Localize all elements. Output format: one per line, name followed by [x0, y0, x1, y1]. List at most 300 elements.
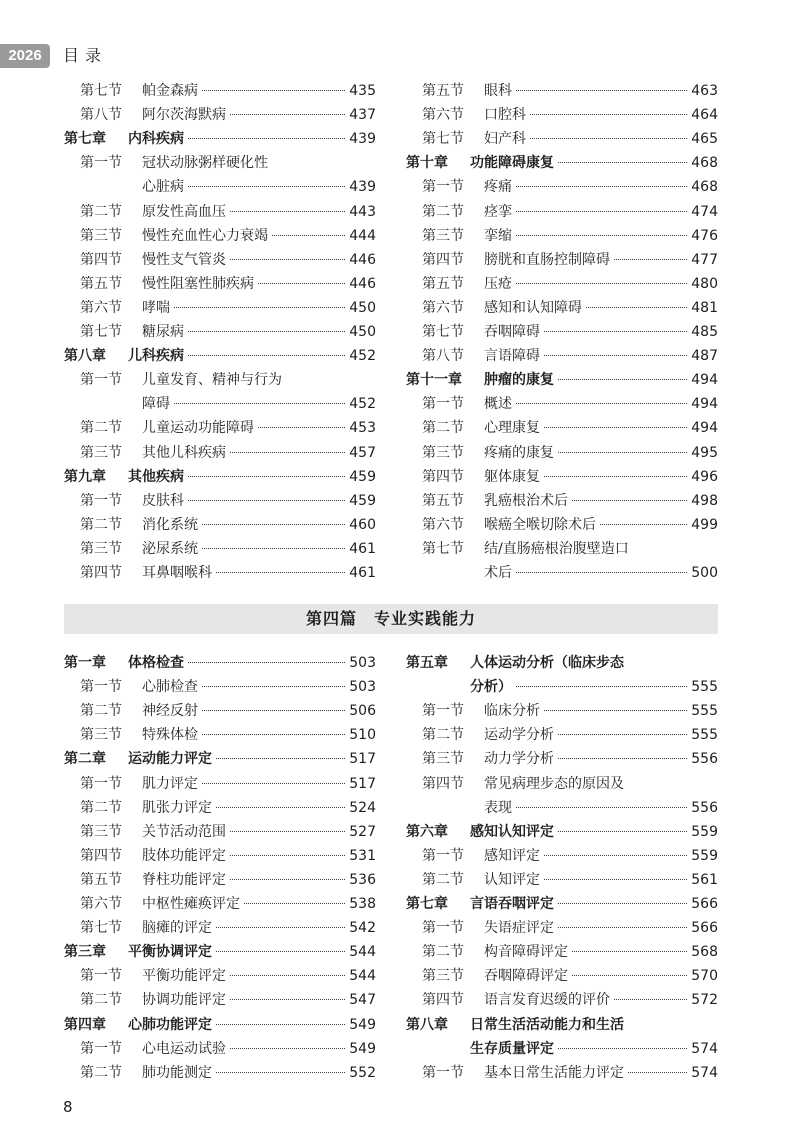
- entry-label: 第一节: [422, 1064, 464, 1081]
- entry-title: 人体运动分析（临床步态: [470, 655, 624, 671]
- entry-label: 第一节: [80, 775, 122, 792]
- entry-title: 语言发育迟缓的评价: [484, 992, 610, 1009]
- entry-page-number: 531: [349, 847, 376, 864]
- entry-label: 第一节: [422, 703, 464, 720]
- entry-title: 慢性阻塞性肺疾病: [142, 275, 254, 292]
- leader-dots: [216, 572, 345, 573]
- leader-dots: [188, 355, 345, 356]
- toc-chapter-entry[interactable]: [406, 151, 718, 175]
- entry-label: 第一章: [64, 655, 106, 671]
- entry-label: 第一节: [80, 968, 122, 985]
- toc-section-entry[interactable]: [406, 79, 718, 103]
- leader-dots: [544, 855, 687, 856]
- entry-label: 第二章: [64, 751, 106, 768]
- leader-dots: [188, 662, 345, 663]
- toc-section-entry[interactable]: [64, 320, 376, 344]
- entry-page-number: 556: [691, 799, 718, 816]
- leader-dots: [544, 879, 687, 880]
- entry-page-number: 506: [349, 703, 376, 720]
- entry-page-number: 446: [349, 275, 376, 292]
- entry-label: 第七节: [80, 83, 122, 99]
- toc-section-entry[interactable]: [406, 224, 718, 248]
- entry-title: 常见病理步态的原因及: [484, 775, 624, 792]
- entry-page-number: 498: [691, 492, 718, 509]
- leader-dots: [216, 951, 345, 952]
- entry-page-number: 461: [349, 565, 376, 581]
- toc-chapter-entry[interactable]: [406, 892, 718, 916]
- entry-label: 第二节: [422, 420, 464, 437]
- entry-label: 第五节: [80, 871, 122, 888]
- entry-label: 第四节: [80, 251, 122, 268]
- entry-label: 第五章: [406, 655, 448, 671]
- entry-page-number: 452: [349, 396, 376, 413]
- entry-title: 脊柱功能评定: [142, 871, 226, 888]
- entry-label: 第二节: [80, 799, 122, 816]
- toc-section-entry[interactable]: [64, 1037, 376, 1061]
- entry-title: 眼科: [484, 83, 512, 99]
- toc-section-entry[interactable]: [406, 723, 718, 747]
- entry-page-number: 574: [691, 1040, 718, 1057]
- page-number: 8: [63, 1098, 73, 1116]
- toc-section-entry[interactable]: [406, 772, 718, 796]
- toc-section-entry[interactable]: [64, 1061, 376, 1085]
- entry-label: 第二节: [80, 203, 122, 220]
- entry-page-number: 443: [349, 203, 376, 220]
- entry-title: 肌力评定: [142, 775, 198, 792]
- entry-title: 运动学分析: [484, 727, 554, 744]
- entry-page-number: 570: [691, 968, 718, 985]
- leader-dots: [230, 452, 345, 453]
- toc-section-entry[interactable]: [64, 441, 376, 465]
- toc-section-entry[interactable]: [406, 272, 718, 296]
- entry-label: 第四章: [64, 1016, 106, 1033]
- leader-dots: [230, 114, 345, 115]
- entry-title: 哮喘: [142, 299, 170, 316]
- part-banner: 第四篇 专业实践能力: [64, 604, 718, 634]
- toc-section-entry[interactable]: [406, 988, 718, 1012]
- entry-title: 肺功能测定: [142, 1064, 212, 1081]
- entry-page-number: 487: [691, 348, 718, 365]
- leader-dots: [216, 807, 345, 808]
- entry-label: 第六节: [80, 896, 122, 912]
- entry-title: 体格检查: [128, 655, 184, 671]
- entry-title: 口腔科: [484, 107, 526, 124]
- toc-section-entry[interactable]: [406, 844, 718, 868]
- entry-title: 疼痛: [484, 179, 512, 196]
- entry-title: 言语吞咽评定: [470, 896, 554, 912]
- toc-section-entry[interactable]: [64, 892, 376, 916]
- entry-page-number: 457: [349, 444, 376, 461]
- toc-section-entry[interactable]: [406, 200, 718, 224]
- entry-label: 第八节: [80, 107, 122, 124]
- entry-title: 其他疾病: [128, 468, 184, 485]
- entry-title: 运动能力评定: [128, 751, 212, 768]
- entry-label: 第三节: [80, 823, 122, 840]
- leader-dots: [628, 1072, 687, 1073]
- entry-page-number: 468: [691, 155, 718, 172]
- entry-title: 膀胱和直肠控制障碍: [484, 251, 610, 268]
- entry-page-number: 485: [691, 324, 718, 340]
- toc-section-entry[interactable]: [406, 344, 718, 368]
- leader-dots: [230, 1048, 345, 1049]
- entry-title: 神经反射: [142, 703, 198, 720]
- toc-section-entry[interactable]: [64, 368, 376, 392]
- entry-page-number: 474: [691, 203, 718, 220]
- toc-section-entry[interactable]: [406, 489, 718, 513]
- toc-section-entry[interactable]: [64, 151, 376, 175]
- entry-label: 第四节: [422, 992, 464, 1009]
- leader-dots: [558, 927, 687, 928]
- leader-dots: [174, 307, 345, 308]
- entry-page-number: 549: [349, 1040, 376, 1057]
- leader-dots: [516, 235, 687, 236]
- toc-section-entry[interactable]: [406, 320, 718, 344]
- toc-section-entry[interactable]: [64, 820, 376, 844]
- toc-section-entry[interactable]: [406, 868, 718, 892]
- toc-section-entry[interactable]: [406, 296, 718, 320]
- toc-section-entry[interactable]: [406, 796, 718, 820]
- entry-label: 第一节: [80, 679, 122, 696]
- entry-label: 第七节: [80, 324, 122, 340]
- toc-section-entry[interactable]: [64, 723, 376, 747]
- toc-chapter-entry[interactable]: [406, 675, 718, 699]
- entry-title: 心肺功能评定: [128, 1016, 212, 1033]
- entry-page-number: 435: [349, 83, 376, 99]
- entry-title: 其他儿科疾病: [142, 444, 226, 461]
- entry-title: 概述: [484, 396, 512, 413]
- entry-title: 压疮: [484, 275, 512, 292]
- leader-dots: [586, 307, 687, 308]
- toc-section-entry[interactable]: [406, 416, 718, 440]
- entry-page-number: 559: [691, 823, 718, 840]
- entry-page-number: 524: [349, 799, 376, 816]
- entry-page-number: 444: [349, 227, 376, 244]
- entry-page-number: 510: [349, 727, 376, 744]
- toc-section-entry[interactable]: [406, 103, 718, 127]
- entry-title: 儿童发育、精神与行为: [142, 372, 282, 389]
- entry-page-number: 480: [691, 275, 718, 292]
- toc-section-entry[interactable]: [64, 964, 376, 988]
- leader-dots: [558, 379, 687, 380]
- leader-dots: [230, 975, 345, 976]
- entry-title: 构音障碍评定: [484, 944, 568, 961]
- leader-dots: [188, 138, 345, 139]
- entry-label: 第二节: [80, 420, 122, 437]
- leader-dots: [516, 686, 687, 687]
- entry-title: 肿瘤的康复: [484, 372, 554, 389]
- toc-section-entry[interactable]: [64, 844, 376, 868]
- entry-page-number: 566: [691, 920, 718, 937]
- toc-section-entry[interactable]: [406, 964, 718, 988]
- entry-label: 第四节: [80, 565, 122, 581]
- toc-section-entry[interactable]: [64, 561, 376, 585]
- toc-section-entry[interactable]: [406, 699, 718, 723]
- entry-page-number: 459: [349, 492, 376, 509]
- entry-title: 疼痛的康复: [484, 444, 554, 461]
- entry-page-number: 552: [349, 1064, 376, 1081]
- toc-chapter-entry[interactable]: [64, 465, 376, 489]
- entry-page-number: 477: [691, 251, 718, 268]
- leader-dots: [544, 427, 687, 428]
- leader-dots: [516, 90, 687, 91]
- entry-label: 第八节: [422, 348, 464, 365]
- entry-label: 第一节: [80, 492, 122, 509]
- entry-title: 临床分析: [484, 703, 540, 720]
- toc-chapter-entry[interactable]: [64, 1013, 376, 1037]
- toc-section-entry[interactable]: [64, 988, 376, 1012]
- entry-page-number: 574: [691, 1064, 718, 1081]
- entry-page-number: 549: [349, 1016, 376, 1033]
- leader-dots: [572, 975, 687, 976]
- toc-chapter-entry[interactable]: [406, 651, 718, 675]
- entry-page-number: 461: [349, 540, 376, 557]
- entry-page-number: 439: [349, 179, 376, 196]
- leader-dots: [202, 734, 345, 735]
- entry-title: 吞咽障碍评定: [484, 968, 568, 985]
- toc-section-entry[interactable]: [406, 392, 718, 416]
- entry-page-number: 555: [691, 703, 718, 720]
- leader-dots: [216, 927, 345, 928]
- toc-section-entry[interactable]: [64, 175, 376, 199]
- entry-label: 第二节: [422, 203, 464, 220]
- entry-label: 第六章: [406, 823, 448, 840]
- entry-title: 冠状动脉粥样硬化性: [142, 155, 268, 172]
- leader-dots: [600, 524, 687, 525]
- entry-label: 第三节: [422, 227, 464, 244]
- entry-title: 中枢性瘫痪评定: [142, 896, 240, 912]
- toc-section-entry[interactable]: [406, 916, 718, 940]
- entry-page-number: 517: [349, 775, 376, 792]
- entry-label: 第四节: [80, 847, 122, 864]
- toc-chapter-entry[interactable]: [406, 1013, 718, 1037]
- entry-page-number: 494: [691, 420, 718, 437]
- entry-page-number: 494: [691, 372, 718, 389]
- entry-page-number: 452: [349, 348, 376, 365]
- entry-title: 术后: [484, 565, 512, 581]
- entry-label: 第七节: [80, 920, 122, 937]
- entry-page-number: 538: [349, 896, 376, 912]
- toc-section-entry[interactable]: [64, 248, 376, 272]
- leader-dots: [174, 403, 345, 404]
- entry-title: 认知评定: [484, 871, 540, 888]
- entry-label: 第二节: [80, 992, 122, 1009]
- entry-label: 第七节: [422, 540, 464, 557]
- toc-section-entry[interactable]: [406, 127, 718, 151]
- toc-section-entry[interactable]: [406, 1061, 718, 1085]
- entry-label: 第四节: [422, 468, 464, 485]
- leader-dots: [188, 186, 345, 187]
- entry-title: 脑瘫的评定: [142, 920, 212, 937]
- entry-label: 第三节: [422, 968, 464, 985]
- leader-dots: [188, 500, 345, 501]
- toc-section-entry[interactable]: [64, 272, 376, 296]
- entry-page-number: 481: [691, 299, 718, 316]
- entry-title: 功能障碍康复: [470, 155, 554, 172]
- entry-label: 第七节: [422, 324, 464, 340]
- leader-dots: [230, 879, 345, 880]
- entry-label: 第三节: [80, 444, 122, 461]
- toc-chapter-entry[interactable]: [64, 651, 376, 675]
- entry-label: 第六节: [422, 299, 464, 316]
- leader-dots: [544, 355, 687, 356]
- leader-dots: [230, 259, 345, 260]
- entry-page-number: 465: [691, 131, 718, 148]
- toc-chapter-entry[interactable]: [406, 368, 718, 392]
- toc-section-entry[interactable]: [406, 465, 718, 489]
- toc-section-entry[interactable]: [406, 513, 718, 537]
- leader-dots: [202, 783, 345, 784]
- entry-page-number: 517: [349, 751, 376, 768]
- toc-section-entry[interactable]: [64, 103, 376, 127]
- entry-label: 第一节: [422, 920, 464, 937]
- entry-title: 吞咽障碍: [484, 324, 540, 340]
- entry-label: 第一节: [422, 847, 464, 864]
- entry-page-number: 439: [349, 131, 376, 148]
- entry-title: 内科疾病: [128, 131, 184, 148]
- entry-title: 分析）: [470, 679, 512, 696]
- entry-page-number: 437: [349, 107, 376, 124]
- toc-section-entry[interactable]: [64, 224, 376, 248]
- page-header-title: 目录: [63, 46, 108, 65]
- toc-chapter-entry[interactable]: [64, 127, 376, 151]
- entry-label: 第六节: [80, 299, 122, 316]
- toc-chapter-entry[interactable]: [406, 820, 718, 844]
- toc-chapter-entry[interactable]: [64, 747, 376, 771]
- entry-title: 儿科疾病: [128, 348, 184, 365]
- entry-label: 第七节: [422, 131, 464, 148]
- toc-chapter-entry[interactable]: [64, 344, 376, 368]
- entry-title: 心脏病: [142, 179, 184, 196]
- entry-page-number: 459: [349, 468, 376, 485]
- entry-label: 第三节: [422, 751, 464, 768]
- entry-label: 第三节: [422, 444, 464, 461]
- leader-dots: [230, 211, 345, 212]
- entry-title: 泌尿系统: [142, 540, 198, 557]
- entry-title: 动力学分析: [484, 751, 554, 768]
- entry-page-number: 464: [691, 107, 718, 124]
- toc-section-entry[interactable]: [64, 296, 376, 320]
- leader-dots: [244, 903, 345, 904]
- entry-title: 消化系统: [142, 516, 198, 533]
- toc-section-entry[interactable]: [64, 916, 376, 940]
- toc-section-entry[interactable]: [64, 868, 376, 892]
- leader-dots: [558, 734, 687, 735]
- entry-page-number: 503: [349, 655, 376, 671]
- entry-title: 感知认知评定: [470, 823, 554, 840]
- leader-dots: [530, 114, 687, 115]
- toc-section-entry[interactable]: [406, 175, 718, 199]
- entry-page-number: 544: [349, 968, 376, 985]
- toc-section-entry[interactable]: [64, 489, 376, 513]
- entry-title: 心电运动试验: [142, 1040, 226, 1057]
- entry-title: 日常生活活动能力和生活: [470, 1016, 624, 1033]
- entry-title: 慢性支气管炎: [142, 251, 226, 268]
- entry-label: 第二节: [80, 1064, 122, 1081]
- entry-page-number: 568: [691, 944, 718, 961]
- toc-section-entry[interactable]: [406, 940, 718, 964]
- toc-section-entry[interactable]: [64, 772, 376, 796]
- entry-page-number: 572: [691, 992, 718, 1009]
- entry-page-number: 544: [349, 944, 376, 961]
- entry-label: 第四节: [422, 251, 464, 268]
- entry-page-number: 468: [691, 179, 718, 196]
- entry-label: 第五节: [422, 83, 464, 99]
- toc-section-entry[interactable]: [64, 796, 376, 820]
- toc-section-entry[interactable]: [406, 537, 718, 561]
- toc-section-entry[interactable]: [64, 513, 376, 537]
- entry-title: 感知评定: [484, 847, 540, 864]
- leader-dots: [516, 211, 687, 212]
- entry-page-number: 536: [349, 871, 376, 888]
- entry-label: 第二节: [80, 516, 122, 533]
- entry-page-number: 555: [691, 727, 718, 744]
- entry-label: 第六节: [422, 516, 464, 533]
- entry-label: 第九章: [64, 468, 106, 485]
- leader-dots: [516, 283, 687, 284]
- entry-page-number: 559: [691, 847, 718, 864]
- toc-section-entry[interactable]: [64, 675, 376, 699]
- leader-dots: [258, 283, 345, 284]
- toc-section-entry[interactable]: [64, 699, 376, 723]
- entry-page-number: 463: [691, 83, 718, 99]
- leader-dots: [216, 1024, 345, 1025]
- entry-label: 第六节: [422, 107, 464, 124]
- toc-section-entry[interactable]: [64, 416, 376, 440]
- leader-dots: [530, 138, 687, 139]
- entry-title: 生存质量评定: [470, 1040, 554, 1057]
- entry-page-number: 547: [349, 992, 376, 1009]
- entry-page-number: 503: [349, 679, 376, 696]
- toc-section-entry[interactable]: [64, 200, 376, 224]
- entry-label: 第三章: [64, 944, 106, 961]
- toc-section-entry[interactable]: [406, 561, 718, 585]
- entry-label: 第二节: [422, 944, 464, 961]
- toc-section-entry[interactable]: [64, 392, 376, 416]
- entry-title: 协调功能评定: [142, 992, 226, 1009]
- entry-title: 言语障碍: [484, 348, 540, 365]
- entry-title: 感知和认知障碍: [484, 299, 582, 316]
- toc-chapter-entry[interactable]: [406, 1037, 718, 1061]
- toc-section-entry[interactable]: [406, 441, 718, 465]
- entry-page-number: 446: [349, 251, 376, 268]
- entry-label: 第一节: [80, 1040, 122, 1057]
- entry-page-number: 494: [691, 396, 718, 413]
- entry-label: 第七章: [406, 896, 448, 912]
- leader-dots: [188, 331, 345, 332]
- leader-dots: [188, 476, 345, 477]
- entry-label: 第十一章: [406, 372, 462, 389]
- entry-title: 平衡功能评定: [142, 968, 226, 985]
- toc-section-entry[interactable]: [406, 747, 718, 771]
- toc-chapter-entry[interactable]: [64, 940, 376, 964]
- entry-page-number: 476: [691, 227, 718, 244]
- leader-dots: [614, 999, 687, 1000]
- toc-section-entry[interactable]: [406, 248, 718, 272]
- entry-title: 肌张力评定: [142, 799, 212, 816]
- entry-title: 挛缩: [484, 227, 512, 244]
- leader-dots: [572, 951, 687, 952]
- leader-dots: [558, 758, 687, 759]
- year-badge: 2026: [0, 44, 50, 68]
- entry-title: 心理康复: [484, 420, 540, 437]
- leader-dots: [516, 186, 687, 187]
- entry-label: 第五节: [422, 492, 464, 509]
- toc-section-entry[interactable]: [64, 79, 376, 103]
- leader-dots: [202, 524, 345, 525]
- entry-title: 躯体康复: [484, 468, 540, 485]
- entry-page-number: 527: [349, 823, 376, 840]
- toc-section-entry[interactable]: [64, 537, 376, 561]
